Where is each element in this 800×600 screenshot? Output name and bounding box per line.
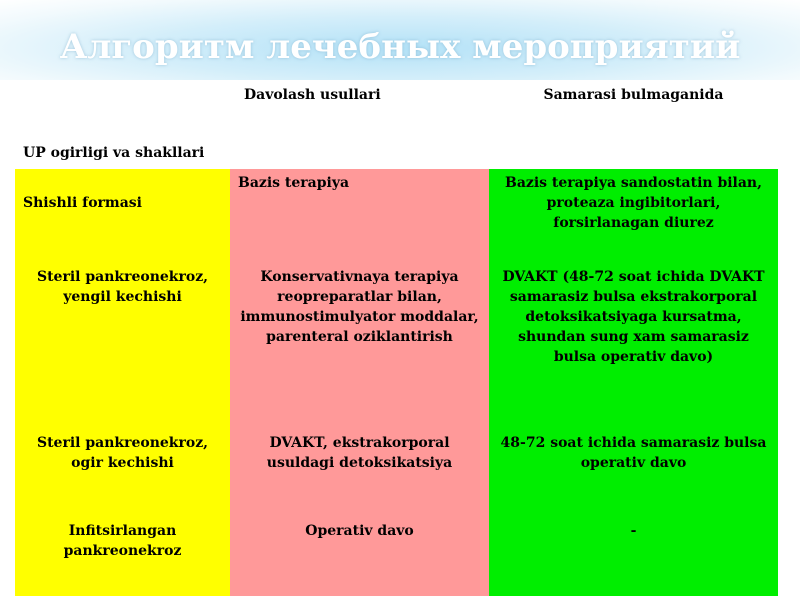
row1-treatment-cell <box>230 169 489 259</box>
title-band <box>0 0 800 80</box>
row3-treatment: DVAKT, ekstrakorporal usuldagi detoksikatsiya <box>266 435 453 471</box>
slide-title: Алгоритм лечебных мероприятий <box>59 27 741 67</box>
row2-form: Steril pankreonekroz, yengil kechishi <box>36 269 209 305</box>
row2-treatment: Konservativnaya terapiya reopreparatlar bilan, immunostimulyator moddalar, parenteral oziklantirish <box>240 269 479 345</box>
table-row <box>15 259 778 429</box>
row1-ineffective-cell <box>489 169 778 259</box>
row2-treatment-cell <box>230 259 489 429</box>
header-if-ineffective <box>489 80 778 169</box>
treatment-algorithm-table <box>15 80 778 596</box>
row1-form-cell <box>15 169 230 259</box>
row4-form: Infitsirlangan pankreonekroz <box>63 523 182 559</box>
row2-if-ineffective: DVAKT (48-72 soat ichida DVAKT samarasiz bulsa ekstrakorporal detoksikatsiyaga kursatma, shundan sung xam samarasiz bulsa operativ davo) <box>502 269 765 365</box>
table-row <box>15 169 778 259</box>
table-row <box>15 429 778 517</box>
header-severity-forms: UP ogirligi va shakllari <box>15 80 230 169</box>
row3-form-cell <box>15 429 230 517</box>
header-treatment-methods-label: Davolash usullari <box>244 87 381 103</box>
table-header-row <box>15 80 778 169</box>
header-if-ineffective-label: Samarasi bulmaganida <box>543 87 724 103</box>
row4-form-cell <box>15 517 230 596</box>
row3-treatment-cell <box>230 429 489 517</box>
row3-if-ineffective: 48-72 soat ichida samarasiz bulsa operativ davo <box>500 435 767 471</box>
row4-treatment-cell <box>230 517 489 596</box>
row2-form-cell <box>15 259 230 429</box>
row4-ineffective-cell <box>489 517 778 596</box>
table-row <box>15 517 778 596</box>
row1-if-ineffective: Bazis terapiya sandostatin bilan, proteaza ingibitorlari, forsirlanagan diurez <box>504 175 762 231</box>
row1-treatment: Bazis terapiya <box>238 175 350 191</box>
row1-form: Shishli formasi <box>23 195 142 211</box>
row4-if-ineffective: - <box>630 523 637 539</box>
row2-ineffective-cell <box>489 259 778 429</box>
row4-treatment: Operativ davo <box>305 523 414 539</box>
header-treatment-methods <box>230 80 489 169</box>
row3-ineffective-cell <box>489 429 778 517</box>
row3-form: Steril pankreonekroz, ogir kechishi <box>36 435 209 471</box>
